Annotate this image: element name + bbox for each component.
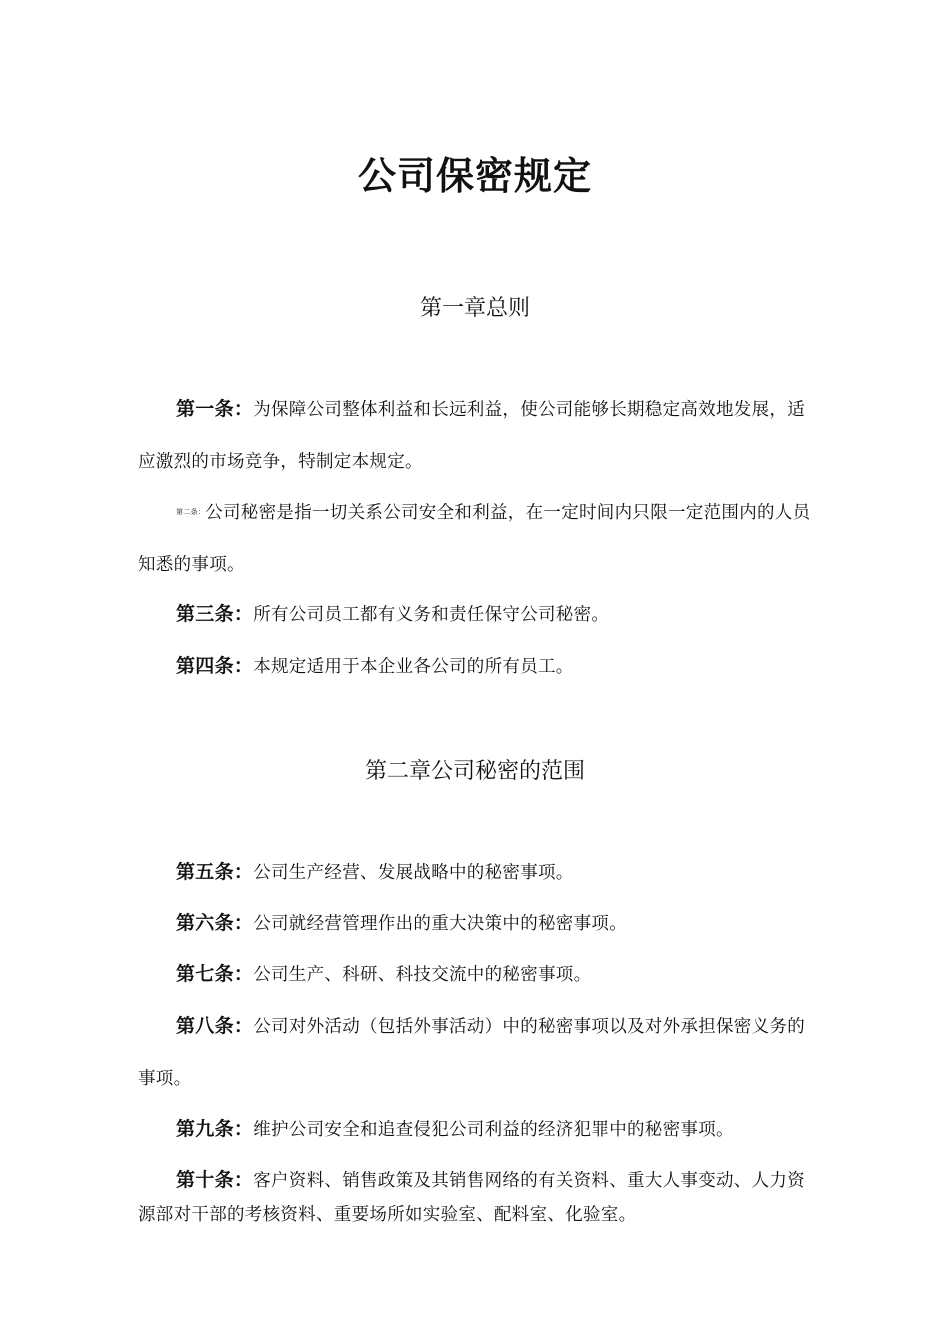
article-text: 维护公司安全和追查侵犯公司利益的经济犯罪中的秘密事项。 bbox=[253, 1120, 734, 1140]
article-label: 第一条： bbox=[176, 398, 254, 420]
article-label: 第二条： bbox=[176, 508, 206, 516]
article-paragraph bbox=[138, 1163, 818, 1232]
article-paragraph bbox=[138, 486, 818, 591]
article-label: 第五条： bbox=[176, 861, 254, 883]
article-paragraph bbox=[138, 846, 818, 899]
article-label: 第四条： bbox=[176, 655, 254, 677]
article-text: 公司生产、科研、科技交流中的秘密事项。 bbox=[253, 965, 592, 985]
article-paragraph bbox=[138, 383, 818, 488]
article-text: 所有公司员工都有义务和责任保守公司秘密。 bbox=[253, 605, 610, 625]
article-label: 第九条： bbox=[176, 1118, 254, 1140]
article-label: 第七条： bbox=[176, 963, 254, 985]
article-text: 公司就经营管理作出的重大决策中的秘密事项。 bbox=[253, 914, 628, 934]
article-paragraph bbox=[138, 1000, 818, 1105]
article-label: 第三条： bbox=[176, 603, 254, 625]
article-label: 第八条： bbox=[176, 1015, 254, 1037]
document-title: 公司保密规定 bbox=[357, 154, 592, 198]
chapter-heading: 第一章总则 bbox=[419, 296, 530, 321]
article-label: 第十条： bbox=[176, 1169, 254, 1191]
article-label: 第六条： bbox=[176, 912, 254, 934]
chapter-heading: 第二章公司秘密的范围 bbox=[364, 759, 585, 784]
article-paragraph bbox=[138, 948, 818, 1001]
article-text: 公司秘密是指一切关系公司安全和利益，在一定时间内只限一定范围内的人员知悉的事项。 bbox=[138, 503, 811, 575]
article-paragraph bbox=[138, 640, 818, 693]
article-paragraph bbox=[138, 588, 818, 641]
article-paragraph bbox=[138, 897, 818, 950]
article-text: 公司对外活动（包括外事活动）中的秘密事项以及对外承担保密义务的事项。 bbox=[138, 1017, 806, 1089]
article-paragraph bbox=[138, 1103, 818, 1156]
article-text: 本规定适用于本企业各公司的所有员工。 bbox=[253, 657, 574, 677]
article-text: 为保障公司整体利益和长远利益，使公司能够长期稳定高效地发展，适应激烈的市场竞争，特制定本规定。 bbox=[138, 400, 806, 472]
article-text: 客户资料、销售政策及其销售网络的有关资料、重大人事变动、人力资源部对干部的考核资料、重要场所如实验室、配料室、化验室。 bbox=[138, 1171, 806, 1225]
article-text: 公司生产经营、发展战略中的秘密事项。 bbox=[253, 863, 574, 883]
